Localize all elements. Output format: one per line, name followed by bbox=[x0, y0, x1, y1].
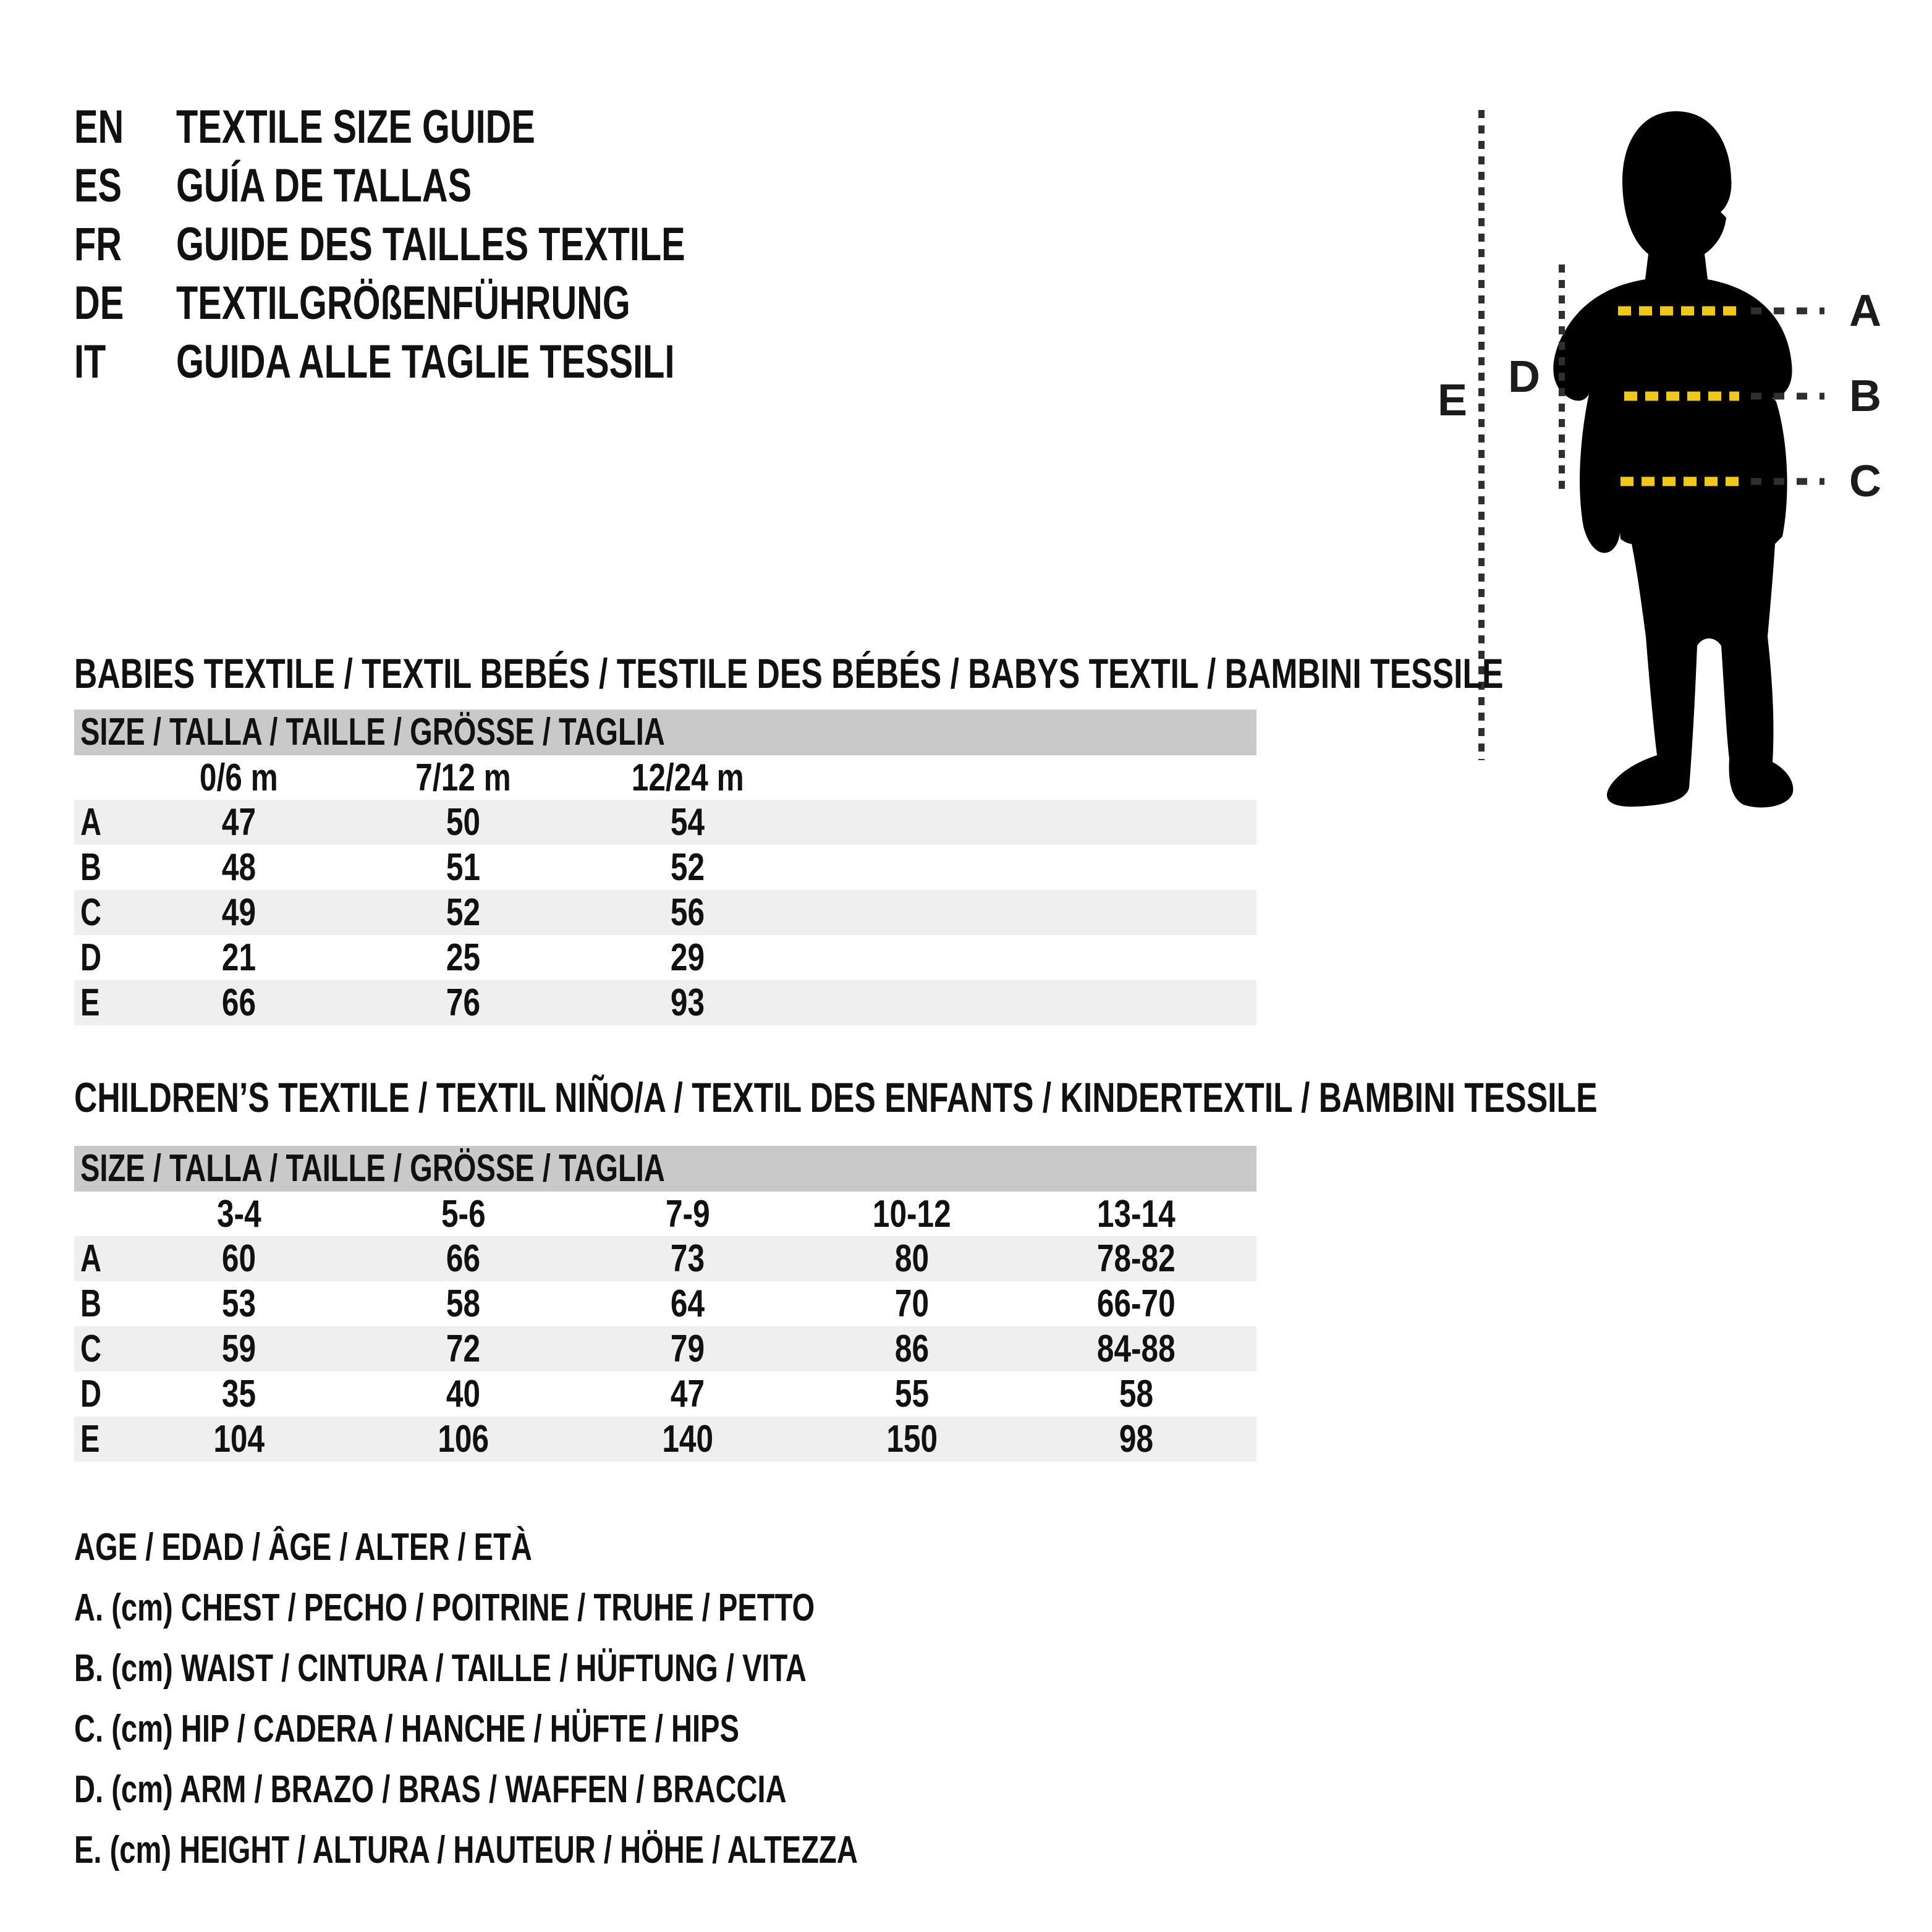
children-section-title: CHILDREN’S TEXTILE / TEXTIL NIÑO/A / TEXTIL DES ENFANTS / KINDERTEXTIL / BAMBINI TESSILE bbox=[74, 1074, 1598, 1121]
babies-section-title: BABIES TEXTILE / TEXTIL BEBÉS / TESTILE DES BÉBÉS / BABYS TEXTIL / BAMBINI TESSILE bbox=[74, 650, 1504, 697]
lang-code-en: EN bbox=[74, 101, 124, 153]
measure-label-c: C bbox=[1849, 457, 1883, 506]
children-column-header-row bbox=[74, 1192, 1256, 1236]
children-col-13-14: 13-14 bbox=[1097, 1192, 1176, 1235]
legend-waist: B. (cm) WAIST / CINTURA / TAILLE / HÜFTUNG / VITA bbox=[74, 1647, 807, 1690]
table-row: A 47 50 54 bbox=[74, 800, 1256, 845]
table-row: B 53 58 64 70 66-70 bbox=[80, 1282, 1176, 1325]
table-row: D 21 25 29 bbox=[80, 936, 705, 979]
babies-col-7-12m: 7/12 m bbox=[415, 756, 511, 799]
babies-size-header-bar: SIZE / TALLA / TAILLE / GRÖSSE / TAGLIA bbox=[74, 710, 1256, 755]
page-title-es: GUÍA DE TALLAS bbox=[176, 159, 472, 212]
children-col-3-4: 3-4 bbox=[216, 1192, 261, 1235]
page-title-fr: GUIDE DES TAILLES TEXTILE bbox=[176, 218, 685, 271]
babies-size-table bbox=[74, 710, 1256, 1025]
language-title-block bbox=[74, 98, 846, 391]
table-row: D 35 40 47 55 58 bbox=[80, 1373, 1154, 1415]
babies-column-header-row bbox=[74, 755, 1256, 800]
table-row: E 104 106 140 150 98 bbox=[74, 1417, 1256, 1462]
lang-row-en bbox=[74, 98, 846, 156]
measurement-legend bbox=[74, 1517, 1105, 1881]
page-title-en: TEXTILE SIZE GUIDE bbox=[176, 101, 535, 153]
page-title-de: TEXTILGRÖßENFÜHRUNG bbox=[176, 277, 630, 329]
lang-code-it: IT bbox=[74, 336, 106, 388]
children-col-5-6: 5-6 bbox=[441, 1192, 486, 1235]
table-row: B 48 51 52 bbox=[80, 846, 705, 889]
measure-label-d: D bbox=[1508, 352, 1541, 402]
lang-row-fr bbox=[74, 215, 846, 274]
lang-row-de bbox=[74, 274, 846, 333]
lang-code-de: DE bbox=[74, 277, 124, 329]
children-size-header-bar: SIZE / TALLA / TAILLE / GRÖSSE / TAGLIA bbox=[74, 1146, 1256, 1192]
legend-age: AGE / EDAD / ÂGE / ALTER / ETÀ bbox=[74, 1526, 532, 1569]
lang-code-fr: FR bbox=[74, 218, 122, 271]
child-silhouette-diagram bbox=[1471, 93, 1891, 822]
babies-col-0-6m: 0/6 m bbox=[200, 756, 278, 799]
child-silhouette bbox=[1553, 111, 1793, 808]
measure-label-a: A bbox=[1849, 286, 1883, 336]
table-row: C 59 72 79 86 84-88 bbox=[74, 1326, 1256, 1371]
babies-col-12-24m: 12/24 m bbox=[631, 756, 744, 799]
measure-label-e: E bbox=[1438, 376, 1469, 425]
measure-label-b: B bbox=[1849, 371, 1883, 421]
lang-row-it bbox=[74, 333, 846, 391]
legend-chest: A. (cm) CHEST / PECHO / POITRINE / TRUHE / PETTO bbox=[74, 1587, 815, 1629]
children-col-7-9: 7-9 bbox=[665, 1192, 710, 1235]
legend-height: E. (cm) HEIGHT / ALTURA / HAUTEUR / HÖHE / ALTEZZA bbox=[74, 1829, 858, 1871]
lang-row-es bbox=[74, 156, 846, 215]
table-row: E 66 76 93 bbox=[74, 980, 1256, 1025]
table-row: A 60 66 73 80 78-82 bbox=[74, 1236, 1256, 1281]
children-size-table bbox=[74, 1146, 1256, 1462]
table-row: C 49 52 56 bbox=[74, 890, 1256, 935]
children-col-10-12: 10-12 bbox=[873, 1192, 951, 1235]
page-title-it: GUIDA ALLE TAGLIE TESSILI bbox=[176, 336, 675, 388]
lang-code-es: ES bbox=[74, 159, 122, 212]
legend-arm: D. (cm) ARM / BRAZO / BRAS / WAFFEN / BRACCIA bbox=[74, 1768, 787, 1811]
legend-hip: C. (cm) HIP / CADERA / HANCHE / HÜFTE / HIPS bbox=[74, 1708, 740, 1750]
